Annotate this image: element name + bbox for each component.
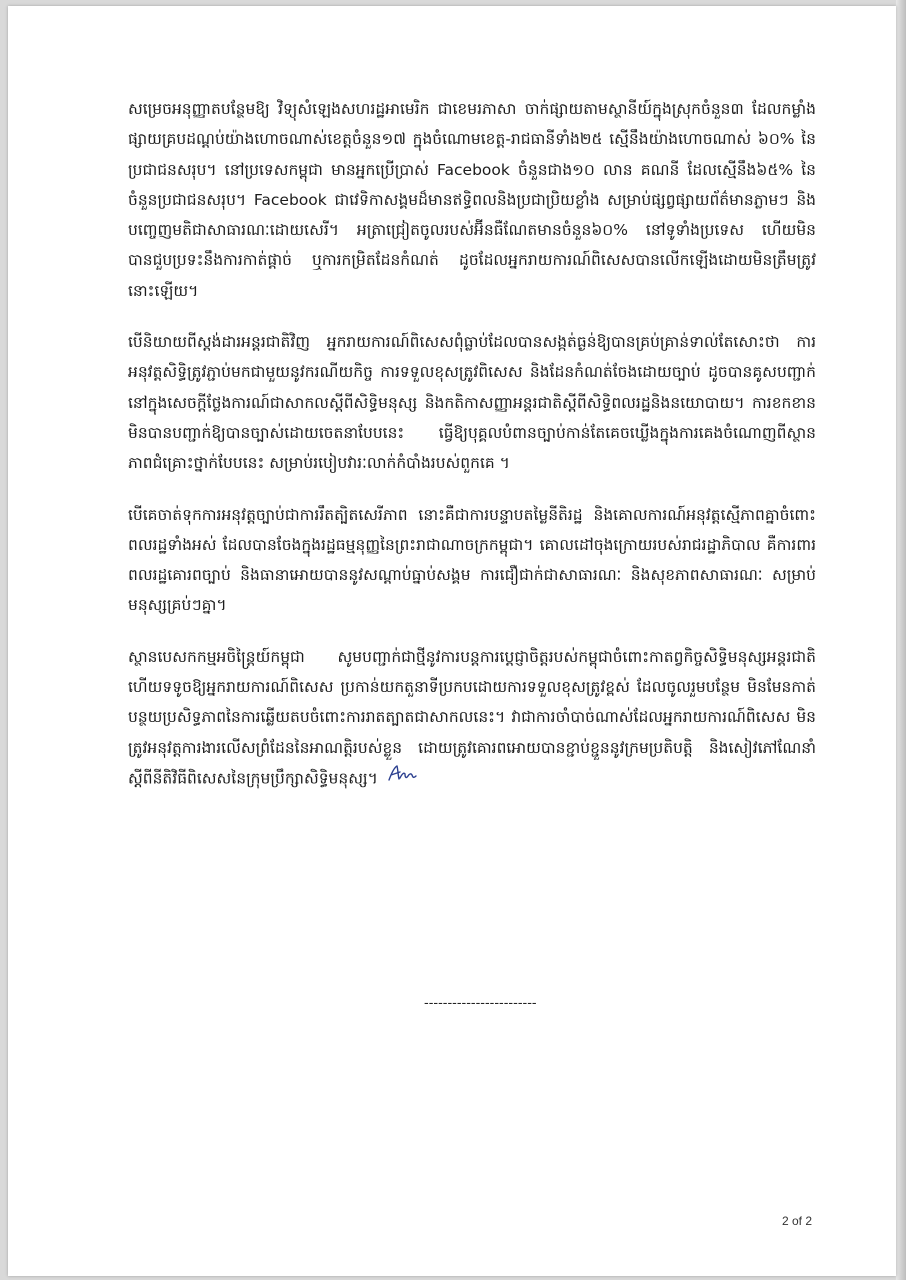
paragraph-4	[128, 642, 816, 795]
page-number: 2 of 2	[782, 1214, 813, 1228]
end-divider: ------------------------	[424, 996, 537, 1011]
paragraph-4-text: ស្ថានបេសកកម្មអចិន្ត្រៃយ៍កម្ពុជា សូមបញ្ជាក់ជាថ្មីនូវការបន្តការប្តេជ្ញាចិត្តរបស់កម្ពុជាចំពោះកាតព្វកិច្ចសិទ្ធិមនុស្សអន្តរជាតិ ហើយទទូចឱ្យអ្នករាយការណ៍ពិសេស ប្រកាន់យកតួនាទីប្រកបដោយការទទួលខុសត្រូវខ្ពស់ ដែលចូលរួមបន្ថែម មិនមែនកាត់បន្ថយប្រសិទ្ធភាពនៃការឆ្លើយតបចំពោះការរាតត្បាតជាសាកលនេះ។ វាជាការចាំបាច់ណាស់ដែលអ្នករាយការណ៍ពិសេស មិនត្រូវអនុវត្តការងារលើសព្រំដែននៃអាណត្តិរបស់ខ្លួន ដោយត្រូវគោរពអោយបានខ្ជាប់ខ្ជួននូវក្រមប្រតិបត្តិ និងសៀវភៅណែនាំស្តីពីនីតិវិធីពិសេសនៃក្រុមប្រឹក្សាសិទ្ធិមនុស្ស។	[128, 647, 816, 788]
paragraph-1: សម្រេចអនុញ្ញាតបន្ថែមឱ្យ វិទ្យុសំឡេងសហរដ្ឋអាមេរិក ជាខេមរភាសា ចាក់ផ្សាយតាមស្ថានីយ៍ក្នុងស្រុកចំនួន៣ ដែលកម្លាំងផ្សាយគ្របដណ្តប់យ៉ាងហោចណាស់ខេត្តចំនួន១៧ ក្នុងចំណោមខេត្ត-រាជធានីទាំង២៥ ស្មើនឹងយ៉ាងហោចណាស់ ៦០% នៃប្រជាជនសរុប។ នៅប្រទេសកម្ពុជា មានអ្នកប្រើប្រាស់ Facebook ចំនួនជាង១០ លាន គណនី ដែលស្មើនឹង៦៥% នៃចំនួនប្រជាជនសរុប។ Facebook ជាវេទិកាសង្គមដ៏មានឥទ្ធិពលនិងប្រជាប្រិយខ្លាំង សម្រាប់ផ្សព្វផ្សាយព័ត៌មានភ្លាមៗ និងបញ្ចេញមតិជាសាធារណៈដោយសេរី។ អត្រាជ្រៀតចូលរបស់អ៊ីនធឺណែតមានចំនួន៦០% នៅទូទាំងប្រទេស ហើយមិនបានជួបប្រទះនឹងការកាត់ផ្តាច់ ឬការកម្រិតដែនកំណត់ ដូចដែលអ្នករាយការណ៍ពិសេសបានលើកឡើងដោយមិនត្រឹមត្រូវ នោះឡើយ។	[128, 100, 816, 300]
paragraph-3: បើគេចាត់ទុកការអនុវត្តច្បាប់ជាការរឹតត្បិតសេរីភាព នោះគឺជាការបន្ទាបតម្លៃនីតិរដ្ឋ និងគោលការណ៍អនុវត្តស្មើភាពគ្នាចំពោះពលរដ្ឋទាំងអស់ ដែលបានចែងក្នុងរដ្ឋធម្មនុញ្ញនៃព្រះរាជាណាចក្រកម្ពុជា។ គោលដៅចុងក្រោយរបស់រាជរដ្ឋាភិបាល គឺការពារពលរដ្ឋគោរពច្បាប់ និងធានាអោយបាននូវសណ្តាប់ធ្នាប់សង្គម ការជឿជាក់ជាសាធារណៈ និងសុខភាពសាធារណៈ សម្រាប់មនុស្សគ្រប់ៗគ្នា។	[128, 505, 816, 615]
initials-signature-icon	[386, 763, 418, 795]
scan-edge-shadow	[896, 0, 906, 1280]
paragraph-2: បើនិយាយពីស្តង់ដារអន្តរជាតិវិញ អ្នករាយការណ៍ពិសេសពុំធ្លាប់ដែលបានសង្កត់ធ្ងន់ឱ្យបានគ្រប់គ្រាន់ទាល់តែសោះថា ការអនុវត្តសិទ្ធិត្រូវភ្ជាប់មកជាមួយនូវករណីយកិច្ច ការទទួលខុសត្រូវពិសេស និងដែនកំណត់ចែងដោយច្បាប់ ដូចបានគូសបញ្ជាក់នៅក្នុងសេចក្តីថ្លែងការណ៍ជាសាកលស្តីពីសិទ្ធិមនុស្ស និងកតិកាសញ្ញាអន្តរជាតិស្តីពីសិទ្ធិពលរដ្ឋនិងនយោបាយ។ ការខកខានមិនបានបញ្ជាក់ឱ្យបានច្បាស់ដោយចេតនាបែបនេះ ធ្វើឱ្យបុគ្គលបំពានច្បាប់កាន់តែគេចឃ្លើងក្នុងការគេងចំណោញពីស្ថានភាពជំគ្រោះថ្នាក់បែបនេះ សម្រាប់របៀបវារៈលាក់កំបាំងរបស់ពួកគេ ។	[128, 333, 816, 473]
document-body	[128, 94, 816, 816]
